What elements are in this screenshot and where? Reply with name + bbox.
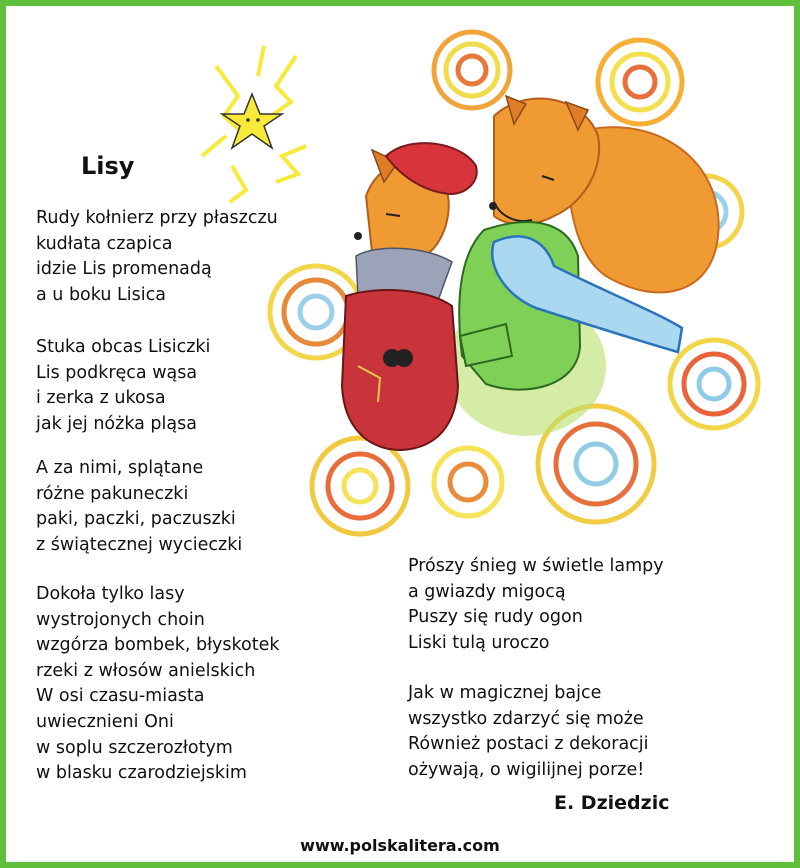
poem-line: Liski tulą uroczo — [408, 632, 550, 653]
poem-line: a u boku Lisica — [36, 284, 166, 305]
poem-line: Lis podkręca wąsa — [36, 362, 198, 383]
ornament-swirl — [598, 40, 682, 124]
author-signature: E. Dziedzic — [554, 792, 670, 814]
poem-line: Dokoła tylko lasy — [36, 584, 185, 604]
poem-line: wzgórza bombek, błyskotek — [36, 635, 280, 656]
poem-line: jak jej nóżka pląsa — [36, 413, 197, 434]
star-icon — [202, 46, 306, 202]
poem-line: paki, paczki, paczuszki — [36, 509, 236, 530]
poem-line: Prószy śnieg w świetle lampy — [408, 556, 664, 576]
poem-title: Lisy — [81, 152, 135, 180]
poem-line: Jak w magicznej bajce — [408, 683, 602, 703]
poem-line: A za nimi, splątane — [36, 458, 204, 478]
poem-line: w blasku czarodziejskim — [36, 763, 247, 784]
poem-line: a gwiazdy migocą — [408, 581, 566, 602]
poem-line: w soplu szczerozłotym — [36, 737, 233, 758]
ornament-swirl — [434, 32, 510, 108]
ornament-swirl — [312, 438, 408, 534]
poem-line: Również postaci z dekoracji — [408, 734, 649, 755]
poem-line: Rudy kołnierz przy płaszczu — [36, 208, 278, 228]
poem-line: idzie Lis promenadą — [36, 259, 212, 280]
stanza-3 — [36, 456, 242, 558]
poem-line: kudłata czapica — [36, 233, 173, 254]
stanza-2 — [36, 335, 210, 437]
stanza-4 — [36, 582, 280, 787]
website-link[interactable]: www.polskalitera.com — [300, 836, 500, 855]
poem-line: uwiecznieni Oni — [36, 711, 174, 732]
poem-line: W osi czasu-miasta — [36, 686, 205, 707]
poem-line: ożywają, o wigilijnej porze! — [408, 759, 645, 780]
stanza-6 — [408, 681, 649, 783]
poem-line: i zerka z ukosa — [36, 388, 166, 409]
ornament-swirl — [434, 448, 502, 516]
poem-line: rzeki z włosów anielskich — [36, 660, 256, 681]
poem-line: wszystko zdarzyć się może — [408, 708, 644, 729]
stanza-5 — [408, 554, 664, 656]
poem-line: Stuka obcas Lisiczki — [36, 337, 211, 357]
poem-line: z świątecznej wycieczki — [36, 534, 243, 555]
fox-female — [342, 143, 477, 450]
ornament-swirl — [670, 340, 758, 428]
stanza-1 — [36, 206, 278, 308]
poem-line: Puszy się rudy ogon — [408, 607, 583, 628]
poem-line: wystrojonych choin — [36, 609, 205, 630]
poem-line: różne pakuneczki — [36, 483, 189, 504]
